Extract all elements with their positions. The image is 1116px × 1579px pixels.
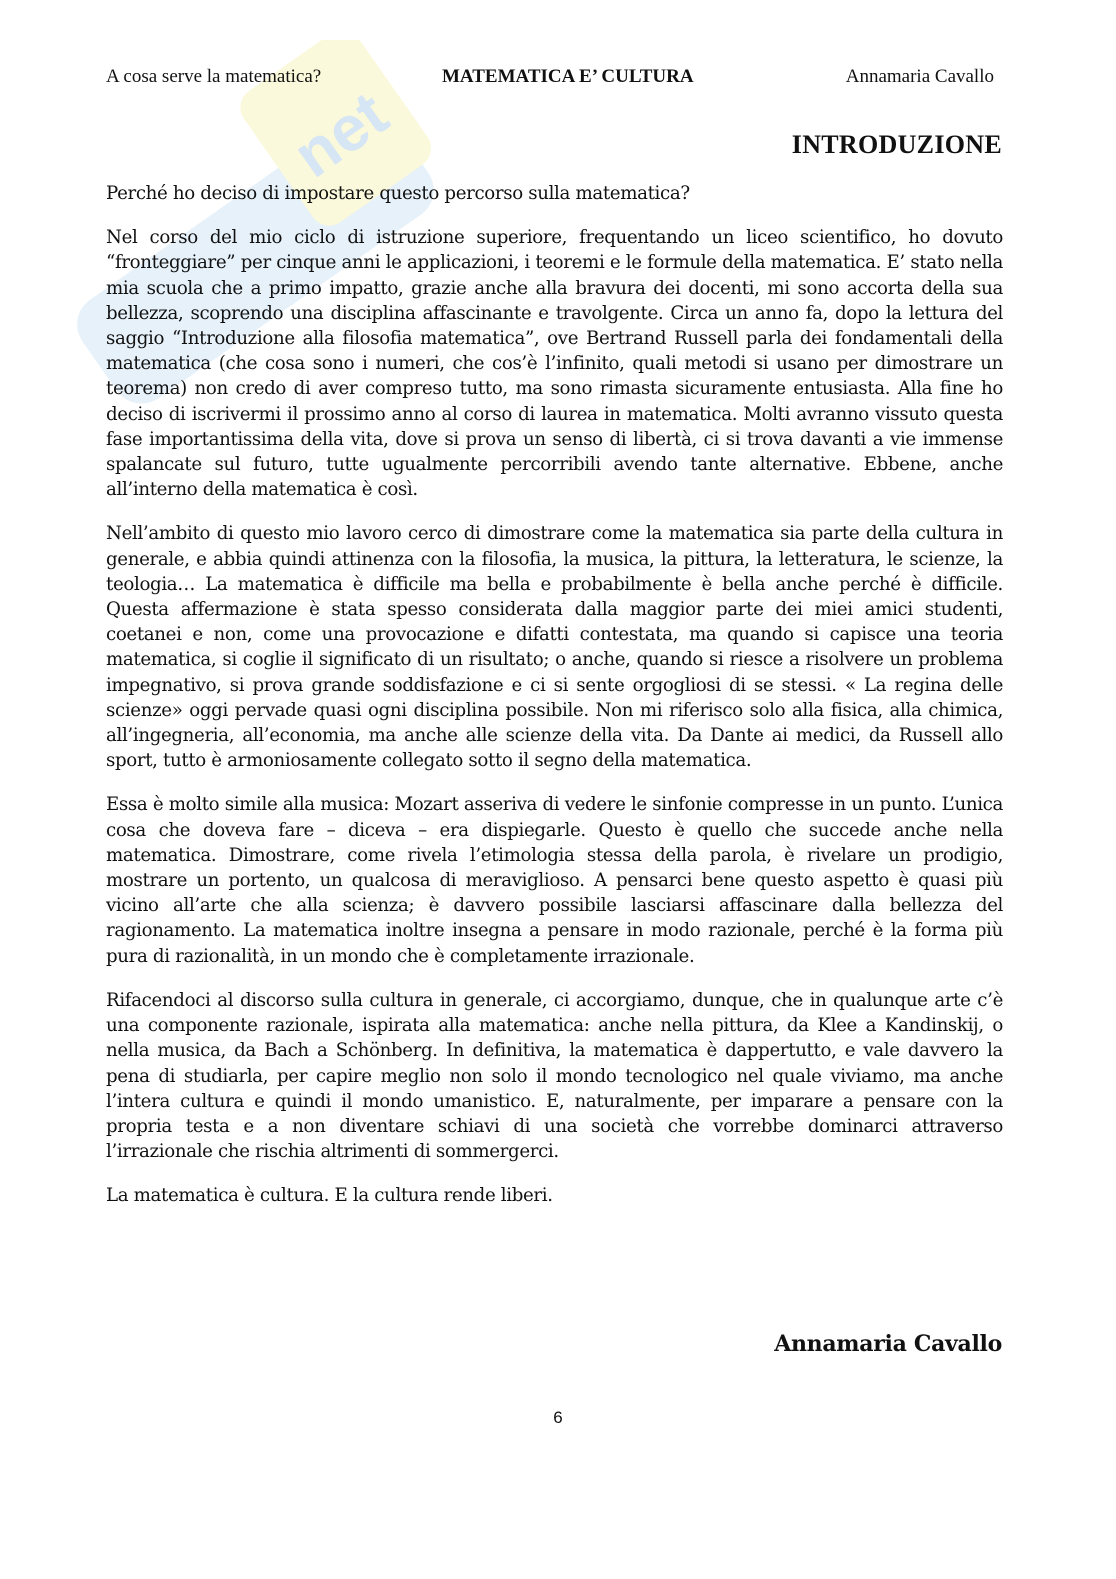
page-title: INTRODUZIONE — [791, 130, 1002, 159]
watermark-text: net — [280, 77, 401, 192]
document-body — [106, 181, 1003, 1228]
header-center: MATEMATICA E’ CULTURA — [442, 66, 694, 87]
header-right: Annamaria Cavallo — [845, 66, 994, 87]
signature: Annamaria Cavallo — [774, 1331, 1002, 1357]
paragraph: Rifacendoci al discorso sulla cultura in generale, ci accorgiamo, dunque, che in qualunque arte c’è una componente razionale, ispirata alla matematica: anche nella pittura, da Klee a Kandinskij, o nella musica, da Bach a Schönberg. In definitiva, la matematica è dappertutto, e vale davvero la pena di studiarla, per capire meglio non solo il mondo tecnologico nel quale viviamo, ma anche l’intera cultura e quindi il mondo umanistico. E, naturalmente, per imparare a pensare con la propria testa e a non diventare schiavi di una società che vorrebbe dominarci attraverso l’irrazionale che rischia altrimenti di sommergerci. — [106, 989, 1003, 1163]
paragraph: Nel corso del mio ciclo di istruzione superiore, frequentando un liceo scientifico, ho dovuto “fronteggiare” per cinque anni le applicazioni, i teoremi e le formule della matematica. E’ stato nella mia scuola che a primo impatto, grazie anche alla bravura dei docenti, mi sono accorta della sua bellezza, scoprendo una disciplina affascinante e travolgente. Circa un anno fa, dopo la lettura del saggio “Introduzione alla filosofia matematica”, ove Bertrand Russell parla dei fondamentali della matematica (che cosa sono i numeri, che cos’è l’infinito, quali metodi si usano per dimostrare un teorema) non credo di aver compreso tutto, ma sono rimasta sicuramente entusiasta. Alla fine ho deciso di iscrivermi il prossimo anno al corso di laurea in matematica. Molti avranno vissuto questa fase importantissima della vita, dove si prova un senso di libertà, ci si trova davanti a vie immense spalancate sul futuro, tutte ugualmente percorribili avendo tante alternative. Ebbene, anche all’interno della matematica è così. — [106, 227, 1003, 501]
page-header — [106, 66, 1002, 94]
paragraph: Nell’ambito di questo mio lavoro cerco di dimostrare come la matematica sia parte della cultura in generale, e abbia quindi attinenza con la filosofia, la musica, la pittura, la letteratura, le scienze, la teologia… La matematica è difficile ma bella e probabilmente è bella anche perché è difficile. Questa affermazione è stata spesso considerata dalla maggior parte dei miei amici studenti, coetanei e non, come una provocazione e difatti contestata, ma quando si capisce una teoria matematica, si coglie il significato di un risultato; o anche, quando si riesce a risolvere un problema impegnativo, si prova grande soddisfazione e ci si sente orgogliosi di se stessi. « La regina delle scienze» oggi pervade quasi ogni disciplina possibile. Non mi riferisco solo alla fisica, alla chimica, all’ingegneria, all’economia, ma anche alle scienze della vita. Da Dante ai medici, da Russell allo sport, tutto è armoniosamente collegato sotto il segno della matematica. — [106, 523, 1003, 772]
page-number: 6 — [553, 1408, 563, 1427]
paragraph: Essa è molto simile alla musica: Mozart asseriva di vedere le sinfonie compresse in un punto. L’unica cosa che doveva fare – diceva – era dispiegarle. Questo è quello che succede anche nella matematica. Dimostrare, come rivela l’etimologia stessa della parola, è rivelare un prodigio, mostrare un portento, un qualcosa di meraviglioso. A pensarci bene questo aspetto è quasi più vicino all’arte che alla scienza; è davvero possibile lasciarsi affascinare dalla bellezza del ragionamento. La matematica inoltre insegna a pensare in modo razionale, perché è la forma più pura di razionalità, in un mondo che è completamente irrazionale. — [106, 794, 1003, 967]
header-left: A cosa serve la matematica? — [106, 66, 322, 87]
paragraph: Perché ho deciso di impostare questo percorso sulla matematica? — [106, 183, 690, 204]
paragraph: La matematica è cultura. E la cultura rende liberi. — [106, 1185, 553, 1207]
